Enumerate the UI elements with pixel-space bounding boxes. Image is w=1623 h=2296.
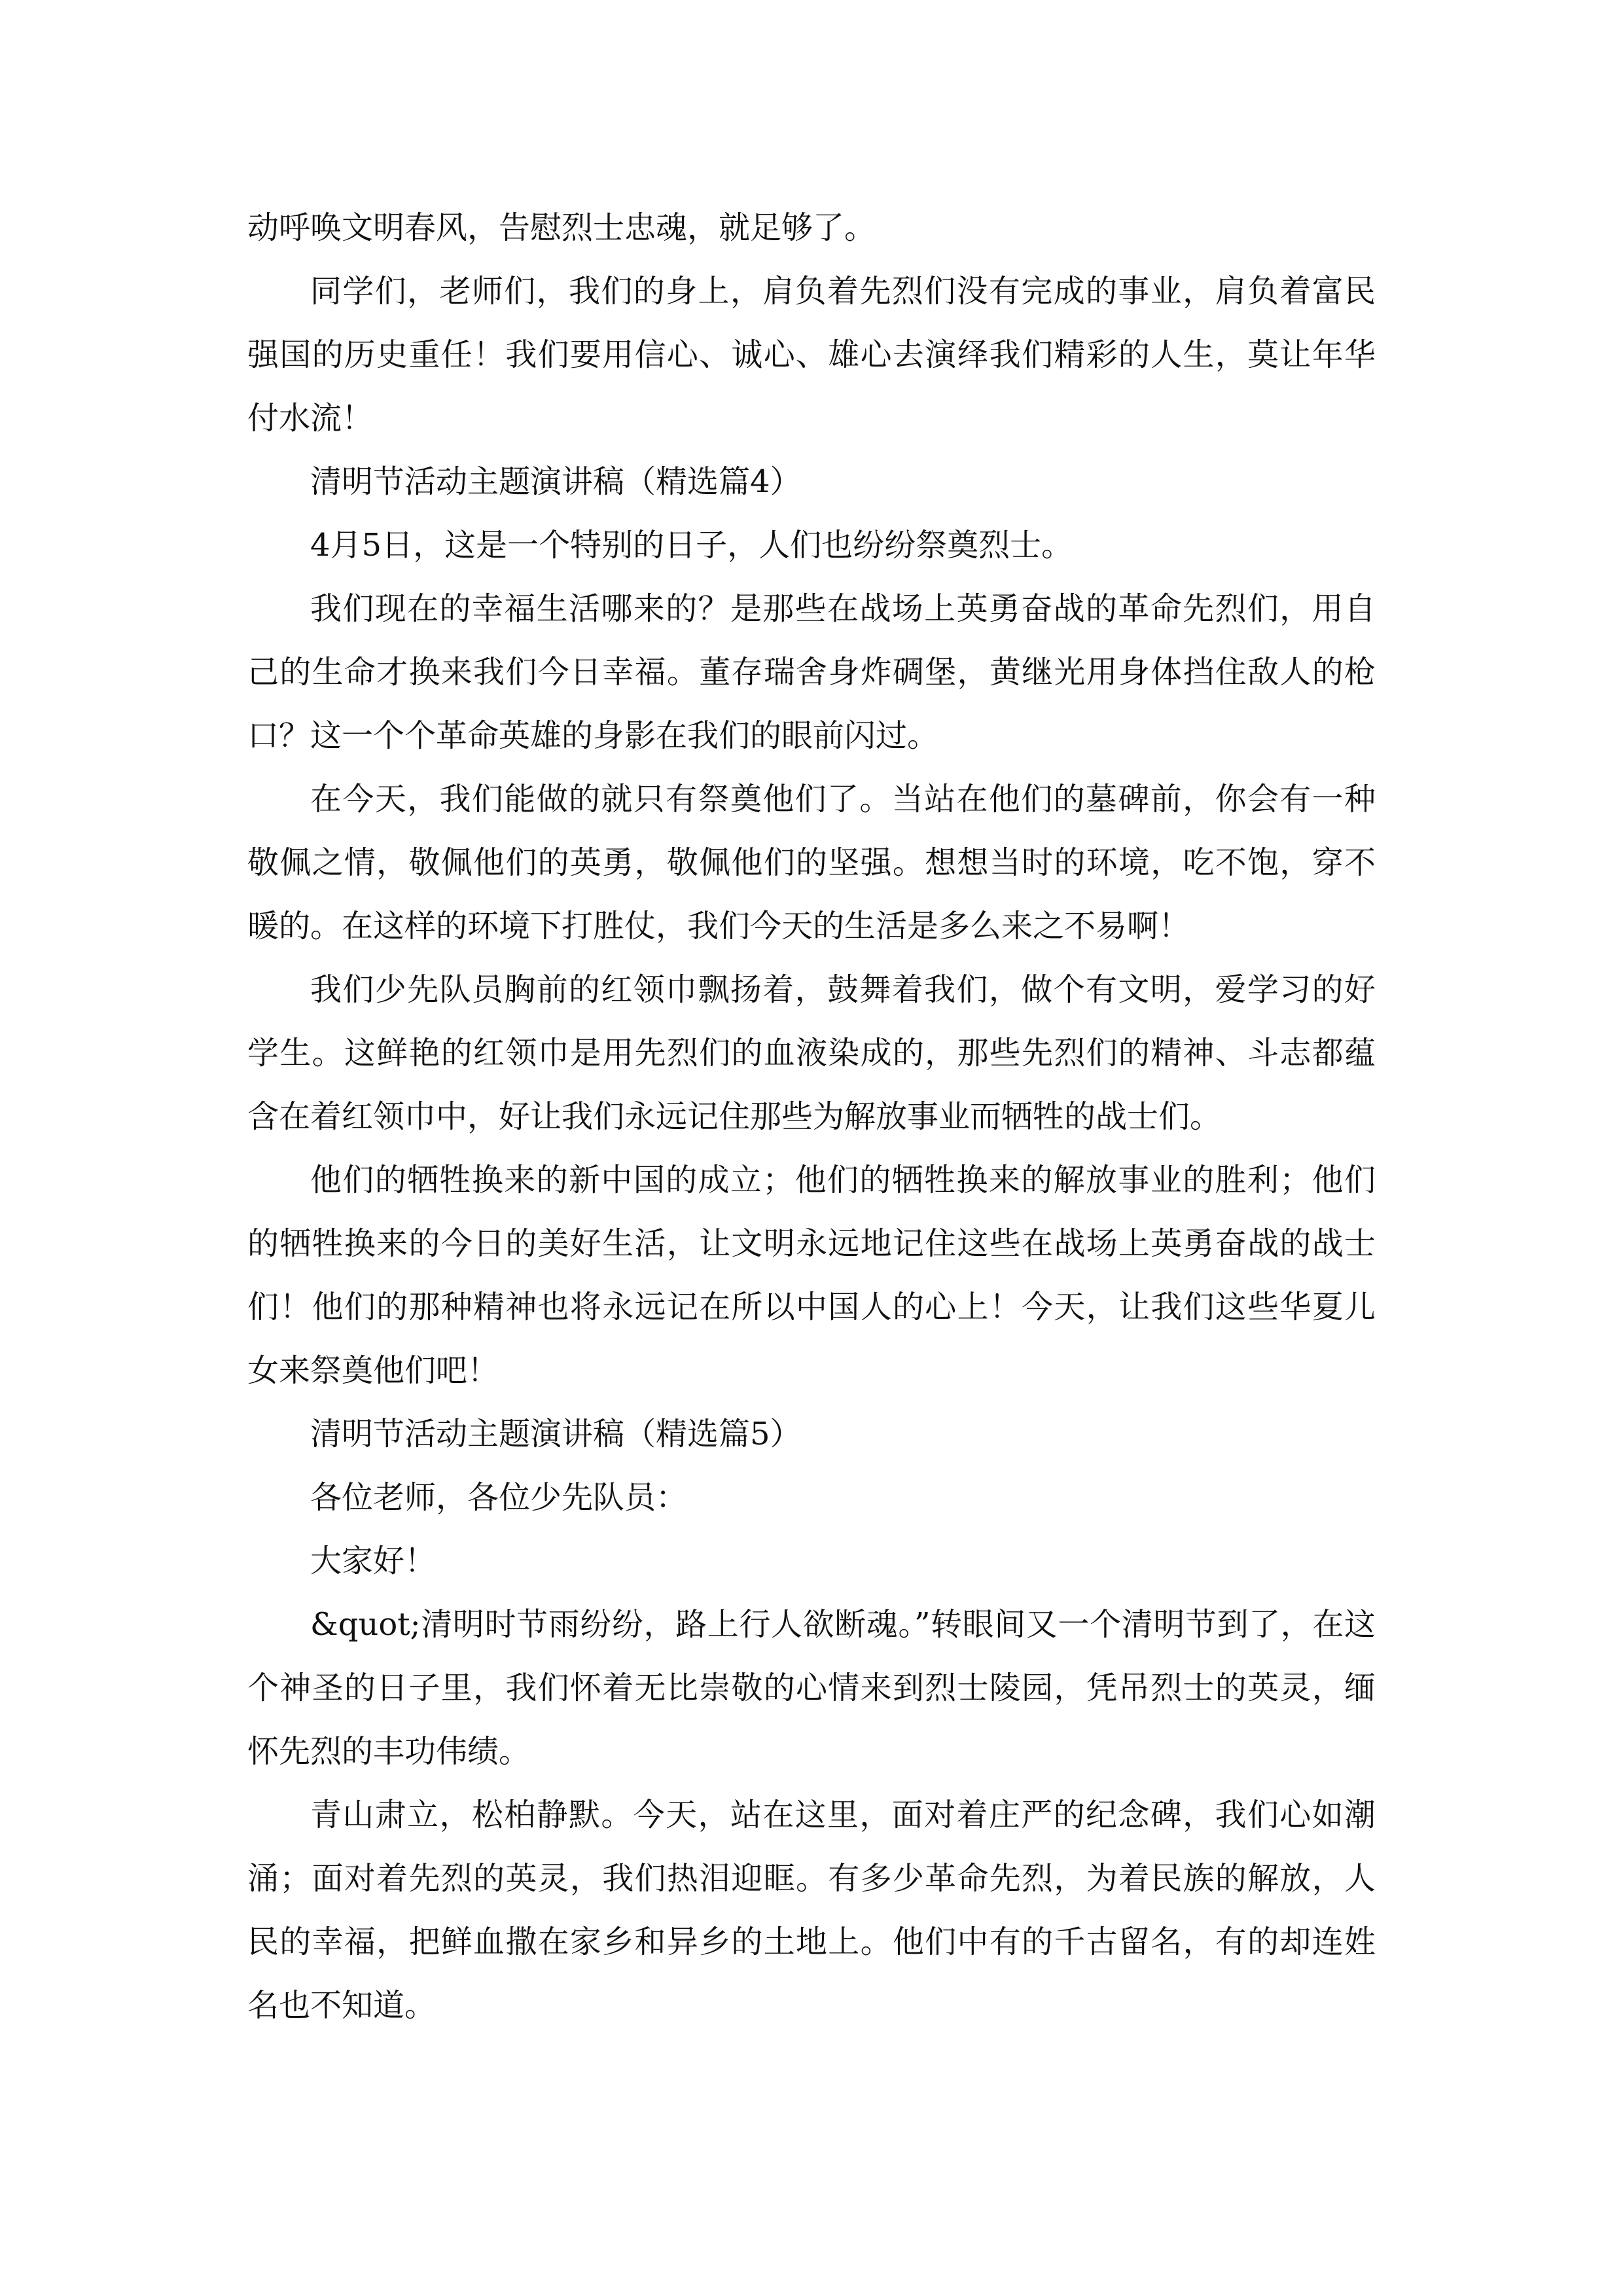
paragraph-salutation: 各位老师，各位少先队员： [310, 1479, 688, 1516]
paragraph-respect: 在今天，我们能做的就只有祭奠他们了。当站在他们的墓碑前，你会有一种敬佩之情，敬佩他们的英勇，敬佩他们的坚强。想想当时的环境，吃不饱，穿不暖的。在这样的环境下打胜仗，我们今天的生活是多么来之不易啊！ [247, 781, 1376, 944]
document-page [247, 196, 1376, 2037]
paragraph-red-scarf: 我们少先队员胸前的红领巾飘扬着，鼓舞着我们，做个有文明，爱学习的好学生。这鲜艳的红领巾是用先烈们的血液染成的，那些先烈们的精神、斗志都蕴含在着红领巾中，好让我们永远记住那些为解放事业而牺牲的战士们。 [247, 971, 1376, 1135]
paragraph-memorial: 青山肃立，松柏静默。今天，站在这里，面对着庄严的纪念碑，我们心如潮涌；面对着先烈的英灵，我们热泪迎眶。有多少革命先烈，为着民族的解放，人民的幸福，把鲜血撒在家乡和异乡的土地上。他们中有的千古留名，有的却连姓名也不知道。 [247, 1797, 1376, 2024]
paragraph-sacrifice: 他们的牺牲换来的新中国的成立；他们的牺牲换来的解放事业的胜利；他们的牺牲换来的今日的美好生活，让文明永远地记住这些在战场上英勇奋战的战士们！他们的那种精神也将永远记在所以中国人的心上！今天，让我们这些华夏儿女来祭奠他们吧！ [247, 1162, 1376, 1389]
paragraph-happiness-origin: 我们现在的幸福生活哪来的？是那些在战场上英勇奋战的革命先烈们，用自己的生命才换来我们今日幸福。董存瑞舍身炸碉堡，黄继光用身体挡住敌人的枪口？这一个个革命英雄的身影在我们的眼前闪过。 [247, 590, 1376, 754]
section-heading-5: 清明节活动主题演讲稿（精选篇5） [310, 1416, 802, 1452]
paragraph-greeting: 大家好！ [310, 1543, 437, 1579]
paragraph-date-intro: 4月5日，这是一个特别的日子，人们也纷纷祭奠烈士。 [310, 527, 1073, 564]
paragraph-continuation: 动呼唤文明春风，告慰烈士忠魂，就足够了。 [247, 209, 876, 246]
paragraph-poem-quote: &quot;清明时节雨纷纷，路上行人欲断魂。”转眼间又一个清明节到了，在这个神圣的日子里，我们怀着无比崇敬的心情来到烈士陵园，凭吊烈士的英灵，缅怀先烈的丰功伟绩。 [247, 1606, 1376, 1770]
section-heading-4: 清明节活动主题演讲稿（精选篇4） [310, 463, 802, 500]
paragraph-closing-appeal: 同学们，老师们，我们的身上，肩负着先烈们没有完成的事业，肩负着富民强国的历史重任！我们要用信心、诚心、雄心去演绎我们精彩的人生，莫让年华付水流！ [247, 273, 1376, 437]
